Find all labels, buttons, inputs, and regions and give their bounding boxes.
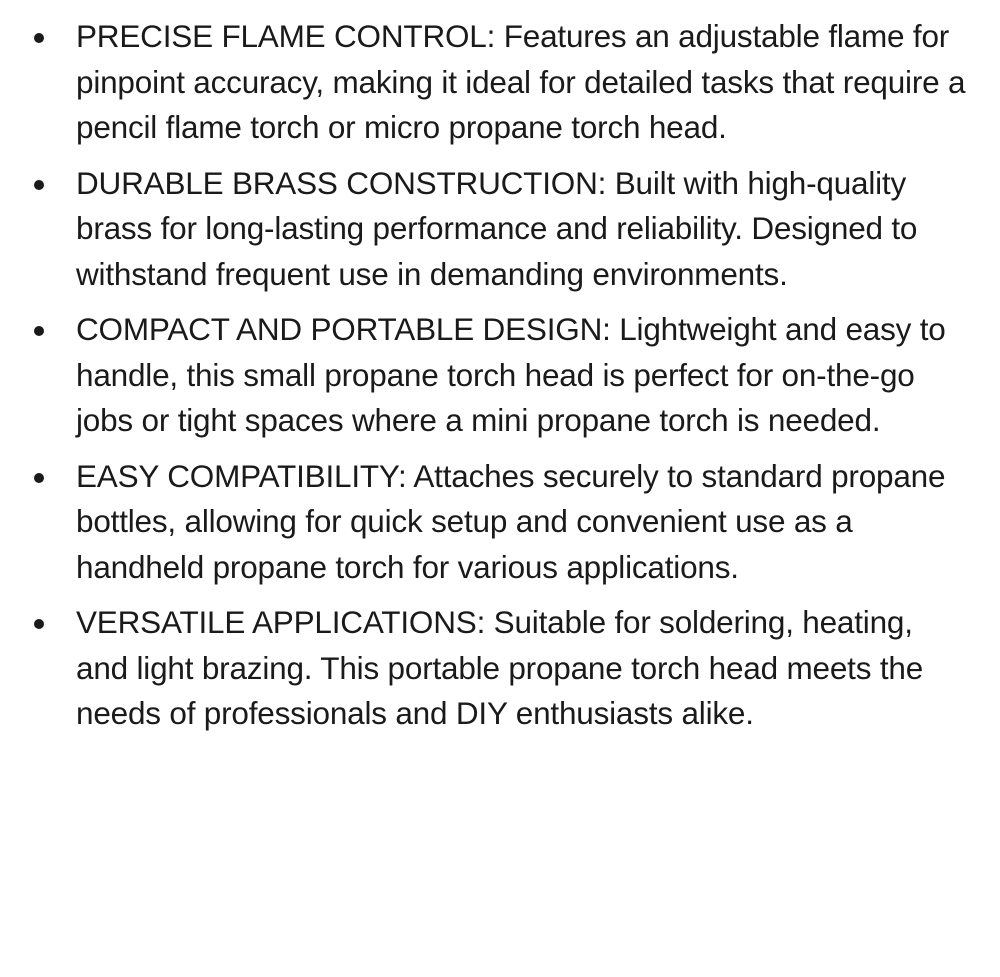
feature-item-versatile-applications: [0, 600, 1000, 737]
bullet-icon: [34, 619, 44, 629]
feature-bullet-list: [0, 14, 1000, 747]
feature-item-precise-flame-control: [0, 14, 1000, 151]
feature-item-durable-brass-construction: [0, 161, 1000, 298]
bullet-icon: [34, 33, 44, 43]
feature-text: PRECISE FLAME CONTROL: Features an adjustable flame for pinpoint accuracy, making it ideal for detailed tasks that require a pencil flame torch or micro propane torch head.: [76, 18, 966, 145]
feature-text: COMPACT AND PORTABLE DESIGN: Lightweight and easy to handle, this small propane torch head is perfect for on-the-go jobs or tight spaces where a mini propane torch is needed.: [76, 311, 946, 438]
bullet-icon: [34, 180, 44, 190]
feature-item-easy-compatibility: [0, 454, 1000, 591]
feature-item-compact-portable-design: [0, 307, 1000, 444]
feature-text: VERSATILE APPLICATIONS: Suitable for soldering, heating, and light brazing. This portable propane torch head meets the needs of professionals and DIY enthusiasts alike.: [76, 604, 924, 731]
feature-text: DURABLE BRASS CONSTRUCTION: Built with high-quality brass for long-lasting performance and reliability. Designed to withstand frequent use in demanding environments.: [76, 164, 918, 292]
bullet-icon: [34, 326, 44, 336]
feature-text: EASY COMPATIBILITY: Attaches securely to standard propane bottles, allowing for quick setup and convenient use as a handheld propane torch for various applications.: [76, 457, 946, 585]
bullet-icon: [34, 473, 44, 483]
